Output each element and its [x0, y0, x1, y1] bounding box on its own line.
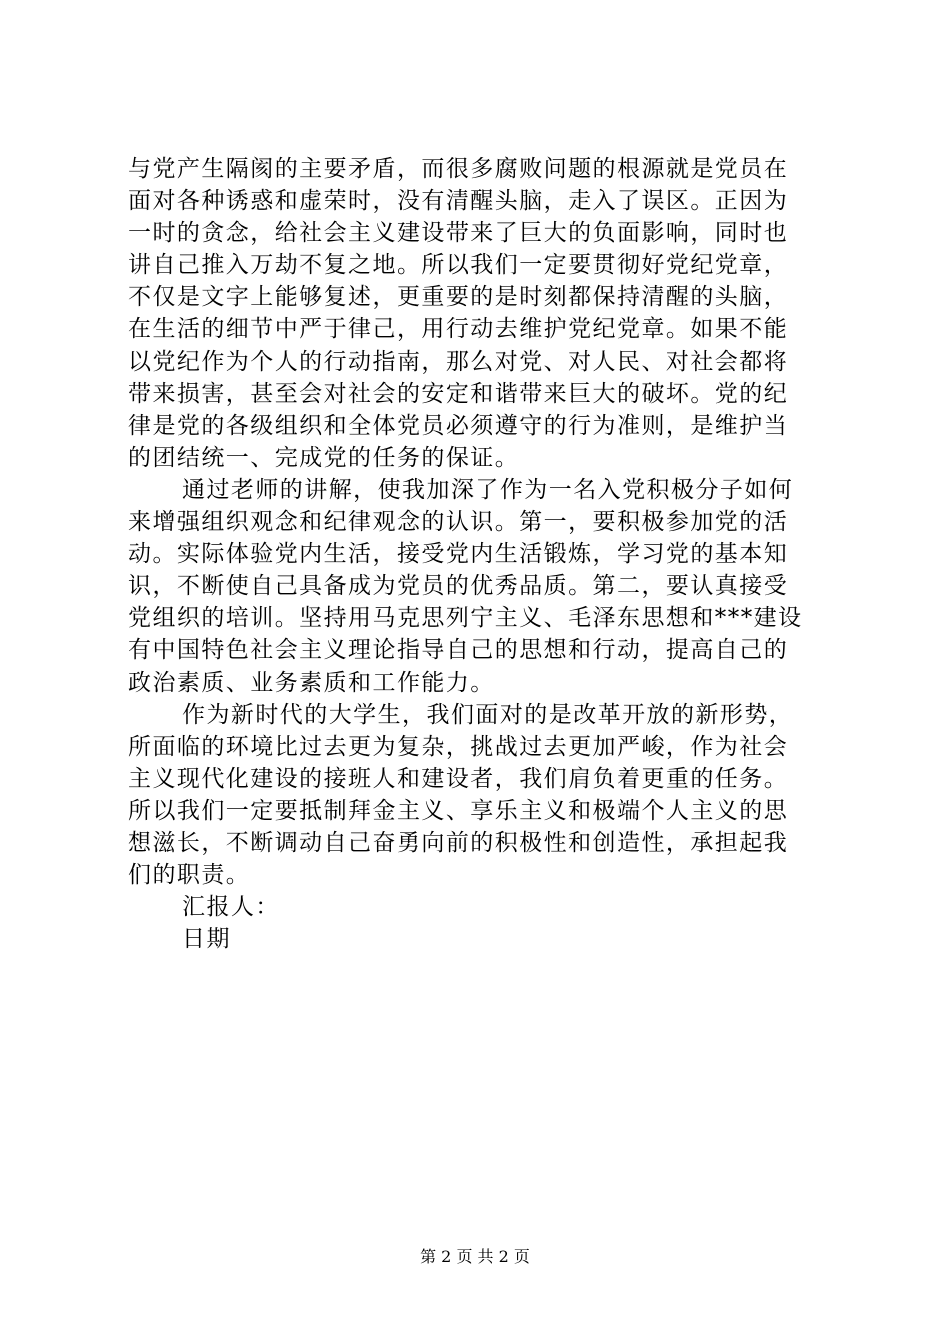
text-line: 以党纪作为个人的行动指南，那么对党、对人民、对社会都将: [128, 348, 789, 375]
text-line: 有中国特色社会主义理论指导自己的思想和行动，提高自己的: [128, 637, 789, 664]
text-line: 想滋长，不断调动自己奋勇向前的积极性和创造性，承担起我: [128, 829, 789, 856]
page-footer: [0, 1244, 950, 1267]
text-line: 带来损害，甚至会对社会的安定和谐带来巨大的破坏。党的纪: [128, 380, 789, 407]
text-line: 与党产生隔阂的主要矛盾，而很多腐败问题的根源就是党员在: [128, 156, 789, 182]
text-line: 通过老师的讲解，使我加深了作为一名入党积极分子如何: [182, 476, 794, 503]
text-line: 讲自己推入万劫不复之地。所以我们一定要贯彻好党纪党章，: [128, 252, 789, 279]
text-line: 一时的贪念，给社会主义建设带来了巨大的负面影响，同时也: [128, 220, 789, 247]
text-line: 作为新时代的大学生，我们面对的是改革开放的新形势，: [182, 701, 794, 728]
text-line: 所面临的环境比过去更为复杂，挑战过去更加严峻，作为社会: [128, 733, 789, 760]
text-line: 政治素质、业务素质和工作能力。: [128, 669, 495, 696]
text-line: 主义现代化建设的接班人和建设者，我们肩负着更重的任务。: [128, 765, 789, 792]
text-line: 面对各种诱惑和虚荣时，没有清醒头脑，走入了误区。正因为: [128, 188, 789, 215]
reporter-label: 汇报人：: [182, 894, 280, 921]
text-line: 在生活的细节中严于律己，用行动去维护党纪党章。如果不能: [128, 316, 789, 343]
text-line: 律是党的各级组织和全体党员必须遵守的行为准则，是维护当: [128, 412, 789, 439]
page-indicator: 第 2 页 共 2 页: [420, 1247, 530, 1266]
text-line: 所以我们一定要抵制拜金主义、享乐主义和极端个人主义的思: [128, 797, 789, 824]
document-body: [128, 153, 808, 955]
text-line: 动。实际体验党内生活，接受党内生活锻炼，学习党的基本知: [128, 541, 789, 568]
text-line: 来增强组织观念和纪律观念的认识。第一，要积极参加党的活: [128, 509, 789, 536]
text-line: 们的职责。: [128, 862, 251, 889]
text-line: 识，不断使自己具备成为党员的优秀品质。第二，要认真接受: [128, 573, 789, 600]
text-line: 党组织的培训。坚持用马克思列宁主义、毛泽东思想和***建设: [128, 605, 803, 632]
text-line: 不仅是文字上能够复述，更重要的是时刻都保持清醒的头脑，: [128, 284, 789, 311]
date-label: 日期: [182, 926, 231, 953]
text-line: 的团结统一、完成党的任务的保证。: [128, 444, 520, 471]
